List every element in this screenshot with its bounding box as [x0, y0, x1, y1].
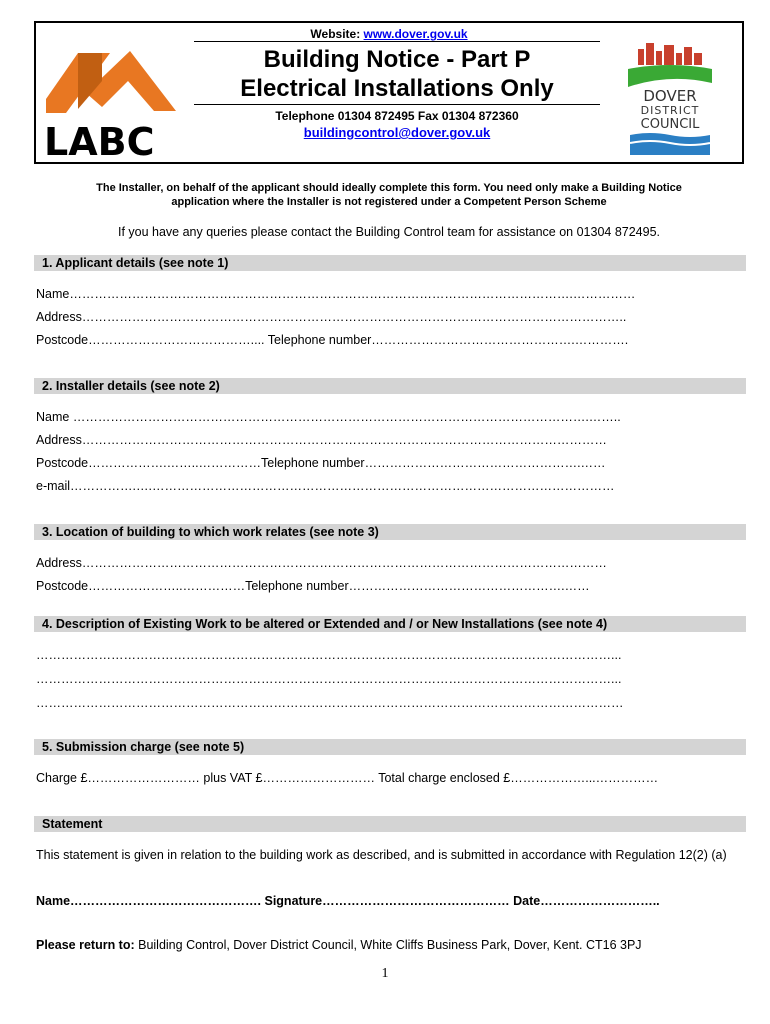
website-label: Website:	[310, 27, 361, 41]
email-link[interactable]: buildingcontrol@dover.gov.uk	[303, 125, 491, 140]
dover-district-council-logo	[620, 39, 720, 157]
header-box	[34, 21, 744, 164]
council-logo-word-3: COUNCIL	[640, 117, 700, 132]
intro-line-1: The Installer, on behalf of the applicant should ideally complete this form. You need only make a Building Notice	[96, 182, 682, 194]
return-address-text: Building Control, Dover District Council, White Cliffs Business Park, Dover, Kent. CT16 3PJ	[134, 938, 642, 952]
section-5-header: 5. Submission charge (see note 5)	[34, 739, 746, 755]
applicant-name-field[interactable]: Name………………………………………………………………………………………………………….……………	[36, 287, 636, 301]
installer-postcode-telephone-field[interactable]: Postcode……………….……..……………Telephone number…………………………………………….……	[36, 456, 606, 470]
intro-text	[34, 181, 744, 209]
labc-logo-text: LABC	[44, 120, 155, 161]
council-logo-word-1: DOVER	[643, 87, 697, 105]
section-2-header: 2. Installer details (see note 2)	[34, 378, 746, 394]
council-logo-word-2: DISTRICT	[640, 104, 700, 117]
installer-name-field[interactable]: Name …………………………………………………………………………………………………………….……..	[36, 410, 621, 424]
location-postcode-telephone-field[interactable]: Postcode…………………..……………Telephone number…………………………………………….……	[36, 579, 590, 593]
title-rule-bottom	[194, 104, 600, 105]
title-line-1: Building Notice - Part P	[263, 46, 531, 73]
statement-text: This statement is given in relation to the building work as described, and is submitted in accordance with Regulation 12(2) (a)	[36, 848, 727, 862]
title-rule-top	[194, 41, 600, 42]
charge-fields[interactable]: Charge £……………………… plus VAT £……………………… Total charge enclosed £………………...……………	[36, 771, 659, 785]
return-label: Please return to:	[36, 938, 135, 952]
return-address	[36, 938, 642, 952]
statement-header: Statement	[34, 816, 746, 832]
telephone-fax: Telephone 01304 872495 Fax 01304 872360	[275, 109, 519, 123]
name-signature-date-fields[interactable]: Name………………………………………. Signature……………………………………… Date………………………..	[36, 894, 660, 908]
title-block	[194, 41, 600, 140]
intro-line-2: application where the Installer is not registered under a Competent Person Scheme	[171, 196, 607, 208]
section-3-header: 3. Location of building to which work relates (see note 3)	[34, 524, 746, 540]
description-line-1[interactable]: …………………………………………………………………………………………………………………………...	[36, 648, 622, 662]
description-line-2[interactable]: …………………………………………………………………………………………………………………………...	[36, 672, 622, 686]
query-text: If you have any queries please contact the Building Control team for assistance on 01304 872495.	[117, 225, 661, 239]
applicant-address-field[interactable]: Address…………………………………………………………………………………………………………………..	[36, 310, 627, 324]
labc-logo	[42, 41, 192, 161]
section-1-header: 1. Applicant details (see note 1)	[34, 255, 746, 271]
page-number: 1	[381, 966, 389, 981]
website-link[interactable]: www.dover.gov.uk	[363, 27, 468, 41]
title-line-2: Electrical Installations Only	[240, 75, 554, 102]
applicant-postcode-telephone-field[interactable]: Postcode………………………………….... Telephone number………………………………………….………….	[36, 333, 629, 347]
section-4-header: 4. Description of Existing Work to be altered or Extended and / or New Installations (see note 4)	[34, 616, 746, 632]
description-line-3[interactable]: ……………………………………………………………………………………………………………………………	[36, 696, 624, 710]
installer-email-field[interactable]: e-mail…………….….…………………………………………………………………………………………………	[36, 479, 615, 493]
installer-address-field[interactable]: Address………………………………………………………………………………………………………………	[36, 433, 607, 447]
location-address-field[interactable]: Address………………………………………………………………………………………………………………	[36, 556, 607, 570]
